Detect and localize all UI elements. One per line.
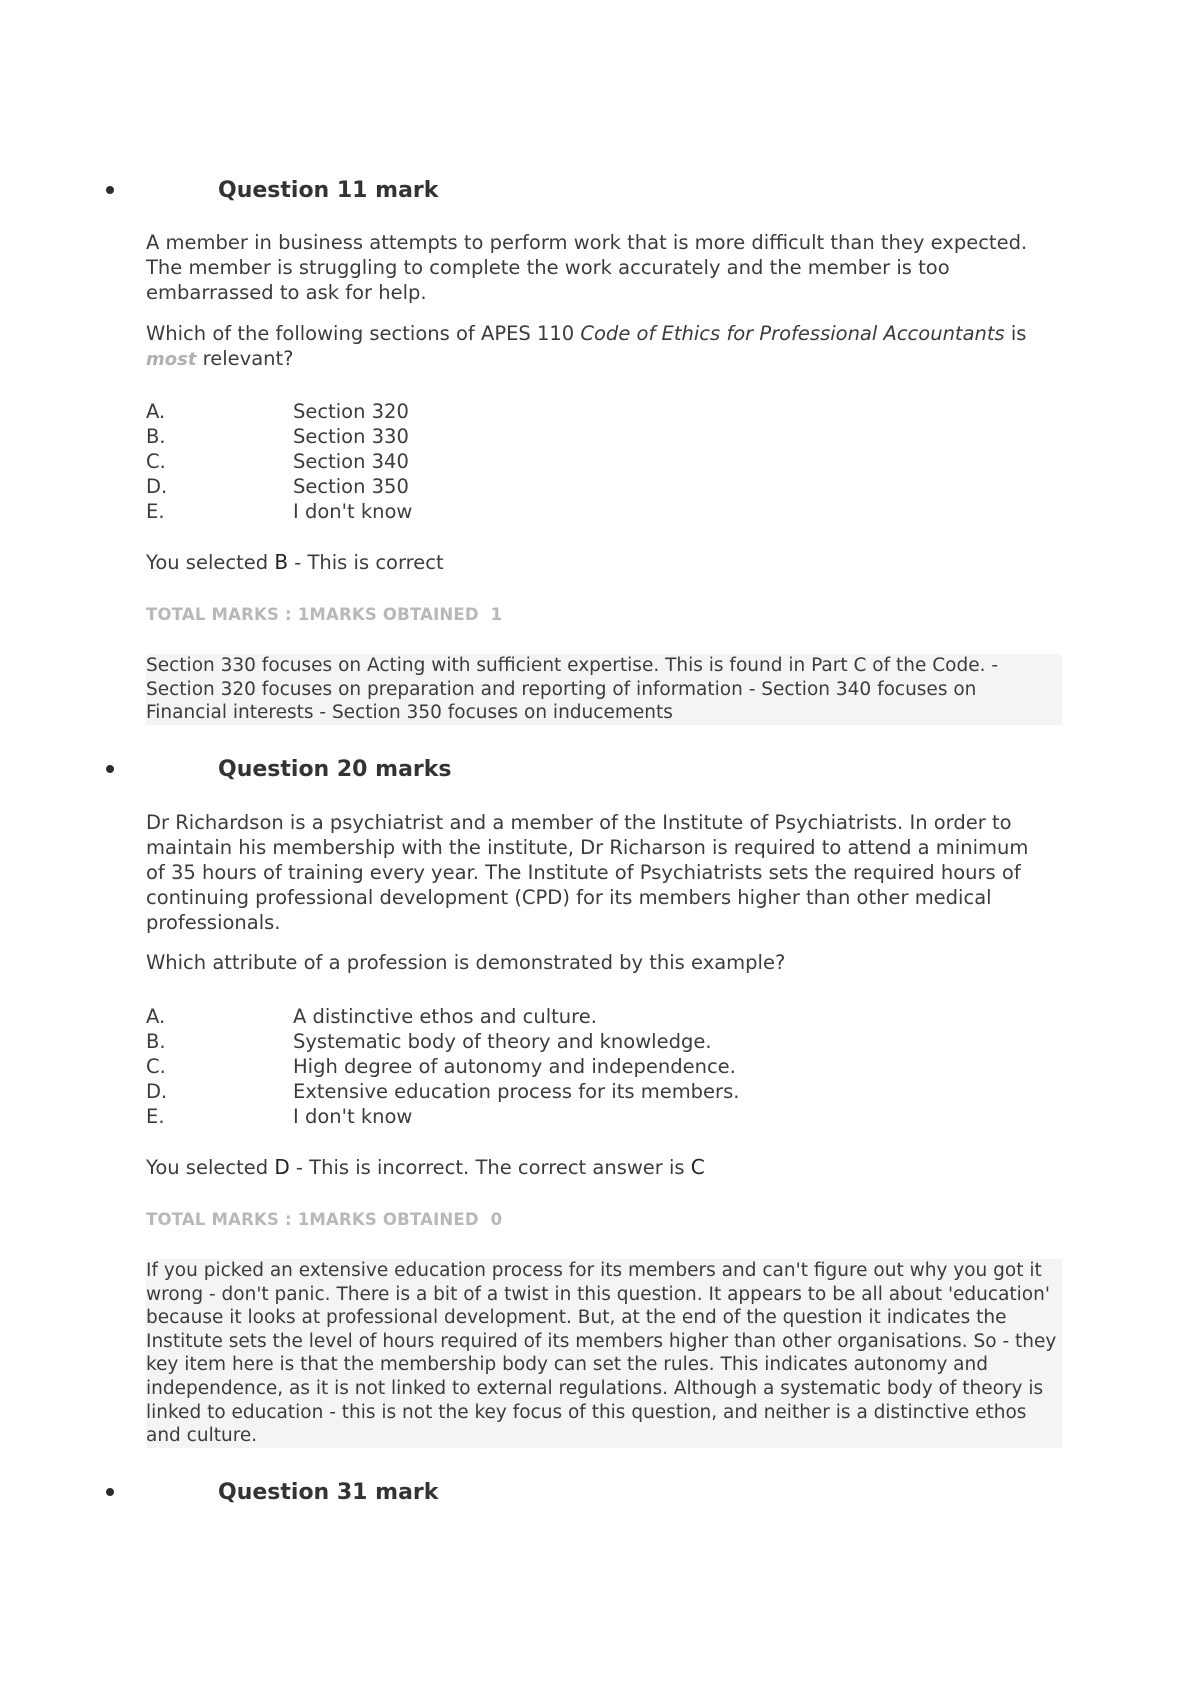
prompt-text: Which of the following sections of APES 110 — [146, 322, 581, 345]
question-stem: A member in business attempts to perform work that is more difficult than they expected. The member is struggling to complete the work accurately and the member is too embarrassed to ask for help. — [146, 231, 1028, 304]
option-text: Section 320 — [293, 400, 409, 423]
answer-option — [146, 424, 1046, 449]
selected-answer: D — [274, 1155, 290, 1179]
result-text: - This is incorrect. The correct answer is — [289, 1156, 691, 1179]
result-text: You selected — [146, 1156, 275, 1179]
prompt-text: relevant? — [196, 347, 294, 370]
answer-option — [146, 1054, 1046, 1079]
option-letter: C. — [146, 450, 166, 473]
question-header — [100, 172, 439, 208]
option-letter: C. — [146, 1055, 166, 1078]
answer-option — [146, 1079, 1046, 1104]
bullet-icon — [106, 1488, 114, 1496]
question-title: Question 20 marks — [218, 756, 452, 782]
result-line — [146, 1155, 705, 1180]
result-text: - This is correct — [288, 551, 444, 574]
option-text: Section 340 — [293, 450, 409, 473]
result-text: You selected — [146, 551, 275, 574]
answer-options — [146, 1004, 1046, 1129]
option-letter: E. — [146, 1105, 165, 1128]
option-text: I don't know — [293, 1105, 413, 1128]
option-letter: D. — [146, 1080, 168, 1103]
question-prompt: Which attribute of a profession is demonstrated by this example? — [146, 951, 786, 974]
option-letter: B. — [146, 1030, 166, 1053]
answer-option — [146, 449, 1046, 474]
option-text: A distinctive ethos and culture. — [293, 1005, 597, 1028]
question-stem: Dr Richardson is a psychiatrist and a member of the Institute of Psychiatrists. In order to maintain his membership with the institute, Dr Richarson is required to attend a minimum of 35 hours of training every year. The Institute of Psychiatrists sets the required hours of continuing professional development (CPD) for its members higher than other medical professionals. — [146, 811, 1029, 934]
option-text: High degree of autonomy and independence. — [293, 1055, 736, 1078]
answer-option — [146, 474, 1046, 499]
prompt-text: is — [1004, 322, 1027, 345]
answer-option — [146, 1004, 1046, 1029]
question-title: Question 11 mark — [218, 177, 439, 203]
answer-option — [146, 1104, 1046, 1129]
question-header — [100, 751, 452, 787]
answer-option — [146, 1029, 1046, 1054]
marks-summary: TOTAL MARKS : 1MARKS OBTAINED 0 — [146, 1210, 503, 1229]
selected-answer: B — [274, 550, 289, 574]
option-text: I don't know — [293, 500, 413, 523]
option-letter: E. — [146, 500, 165, 523]
prompt-italic-title: Code of Ethics for Professional Accountants — [580, 322, 1005, 345]
answer-option — [146, 499, 1046, 524]
question-prompt — [146, 321, 1046, 372]
result-line — [146, 550, 444, 575]
correct-answer: C — [690, 1155, 705, 1179]
bullet-icon — [106, 765, 114, 773]
answer-option — [146, 399, 1046, 424]
prompt-emphasis: most — [146, 349, 197, 370]
option-letter: B. — [146, 425, 166, 448]
answer-options — [146, 399, 1046, 524]
option-text: Systematic body of theory and knowledge. — [293, 1030, 712, 1053]
option-text: Section 350 — [293, 475, 409, 498]
bullet-icon — [106, 186, 114, 194]
option-letter: A. — [146, 1005, 166, 1028]
option-text: Extensive education process for its members. — [293, 1080, 740, 1103]
answer-explanation: Section 330 focuses on Acting with sufficient expertise. This is found in Part C of the Code. - Section 320 focuses on preparation and reporting of information - Section 340 focuses on Financial interests - Section 350 focuses on inducements — [146, 654, 1062, 725]
question-header — [100, 1474, 439, 1510]
option-text: Section 330 — [293, 425, 409, 448]
option-letter: D. — [146, 475, 168, 498]
answer-explanation: If you picked an extensive education process for its members and can't figure out why you got it wrong - don't panic. There is a bit of a twist in this question. It appears to be all about 'education' because it looks at professional development. But, at the end of the question it indicates the Institute sets the level of hours required of its members higher than other organisations. So - they key item here is that the membership body can set the rules. This indicates autonomy and independence, as it is not linked to external regulations. Although a systematic body of theory is linked to education - this is not the key focus of this question, and neither is a distinctive ethos and culture. — [146, 1259, 1062, 1448]
option-letter: A. — [146, 400, 166, 423]
marks-summary: TOTAL MARKS : 1MARKS OBTAINED 1 — [146, 605, 503, 624]
question-title: Question 31 mark — [218, 1479, 439, 1505]
